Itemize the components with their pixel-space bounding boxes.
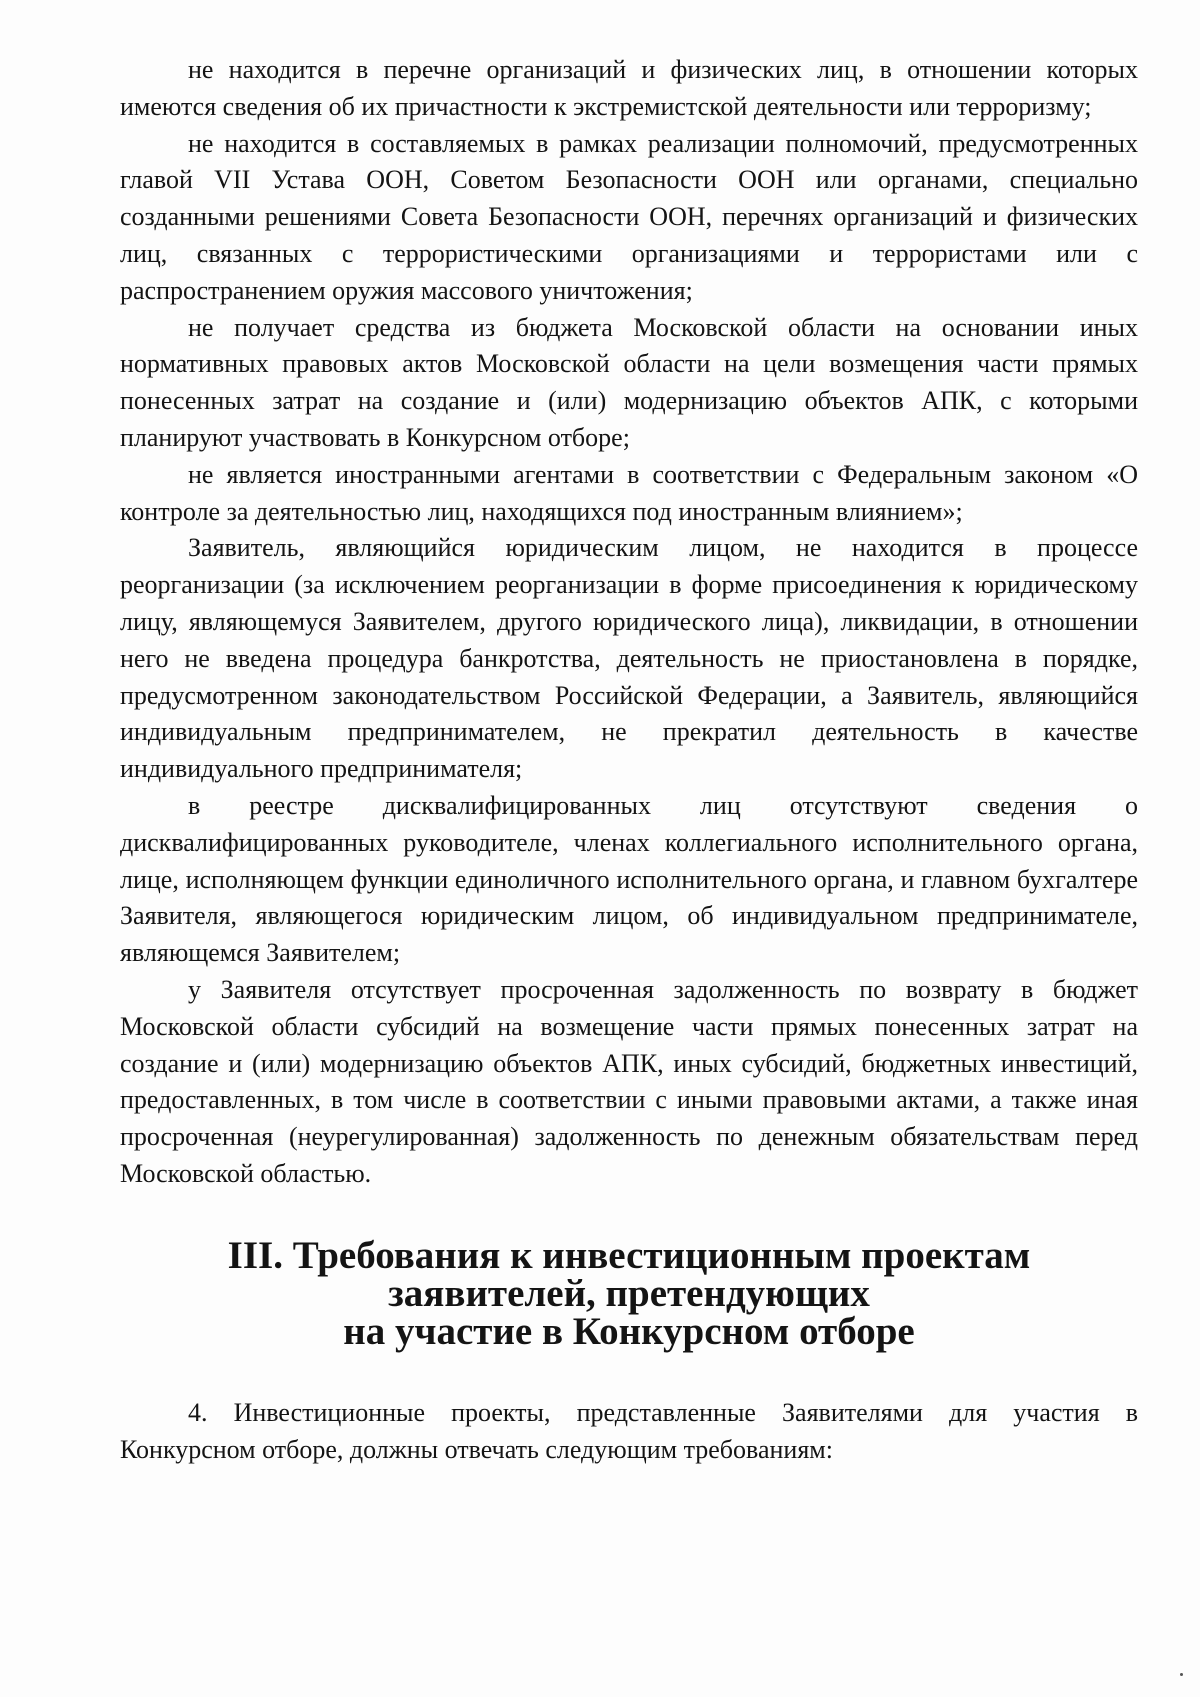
paragraph-no-other-budget-funds: не получает средства из бюджета Московской области на основании иных нормативных правовых актов Московской области на цели возмещения части прямых понесенных затрат на создание и (или) модернизацию объектов АПК, с которыми планируют участвовать в Конкурсном отборе; [120, 312, 1138, 452]
scan-speck [1180, 1673, 1183, 1676]
paragraph-no-reorganization: Заявитель, являющийся юридическим лицом, не находится в процессе реорганизации (за исключением реорганизации в форме присоединения к юридическому лицу, являющемуся Заявителем, другого юридического лица), ликвидации, в отношении него не введена процедура банкротства, деятельность не приостановлена в порядке, предусмотренном законодательством Российской Федерации, а Заявитель, являющийся индивидуальным предпринимателем, не прекратил деятельность в качестве индивидуального предпринимателя; [120, 533, 1138, 784]
paragraph-disqualified-persons: в реестре дисквалифицированных лиц отсутствуют сведения о дисквалифицированных руководителе, членах коллегиального исполнительного органа, лице, исполняющем функции единоличного исполнительного органа, и главном бухгалтере Заявителя, являющегося юридическим лицом, об индивидуальном предпринимателе, являющемся Заявителем; [120, 790, 1138, 968]
section-heading [120, 1233, 1138, 1353]
section-heading-line-1: III. Требования к инвестиционным проектам заявителей, претендующих [227, 1233, 1031, 1315]
paragraph-un-sanctions-list: не находится в составляемых в рамках реализации полномочий, предусмотренных главой VII Устава ООН, Советом Безопасности ООН или органами, специально созданными решениями Совета Безопасности ООН, перечнях организаций и физических лиц, связанных с террористическими организациями и террористами или с распространением оружия массового уничтожения; [120, 128, 1138, 305]
paragraph-extremism-list: не находится в перечне организаций и физических лиц, в отношении которых имеются сведения об их причастности к экстремистской деятельности или терроризму; [120, 55, 1138, 121]
document-body [120, 52, 1138, 1468]
paragraph-no-overdue-debt: у Заявителя отсутствует просроченная задолженность по возврату в бюджет Московской области субсидий на возмещение части прямых понесенных затрат на создание и (или) модернизацию объектов АПК, иных субсидий, бюджетных инвестиций, предоставленных, в том числе в соответствии с иными правовыми актами, а также иная просроченная (неурегулированная) задолженность по денежным обязательствам перед Московской областью. [120, 974, 1138, 1188]
paragraph-not-foreign-agent: не является иностранными агентами в соответствии с Федеральным законом «О контроле за деятельностью лиц, находящихся под иностранным влиянием»; [120, 459, 1138, 526]
paragraph-item-4: 4. Инвестиционные проекты, представленные Заявителями для участия в Конкурсном отборе, должны отвечать следующим требованиям: [120, 1397, 1138, 1464]
section-heading-line-2: на участие в Конкурсном отборе [343, 1309, 915, 1353]
